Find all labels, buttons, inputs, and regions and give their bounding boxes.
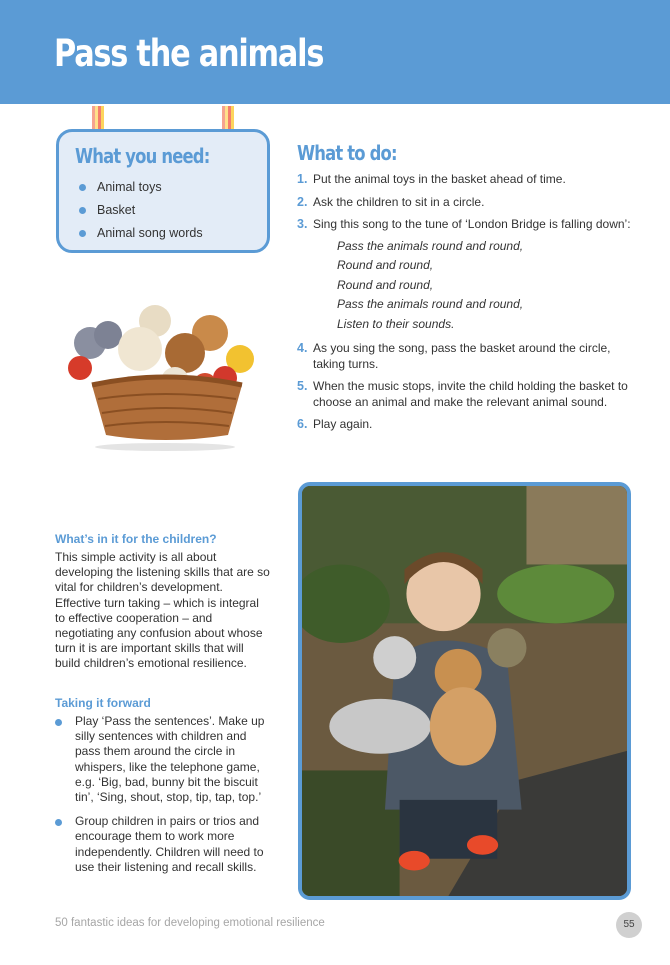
footer-book-title: 50 fantastic ideas for developing emotional resilience	[55, 917, 325, 929]
list-item	[55, 814, 275, 875]
list-item	[79, 199, 203, 222]
step-text: When the music stops, invite the child holding the basket to choose an animal and make the relevant animal sound.	[313, 379, 628, 409]
what-you-need-title: What you need:	[75, 144, 210, 168]
song-lyrics	[313, 237, 632, 335]
child-with-toys-photo	[298, 482, 631, 900]
basket-of-toys-image	[60, 293, 270, 451]
step-item	[297, 195, 632, 211]
step-number: 4.	[297, 341, 308, 355]
step-item	[297, 341, 632, 372]
step-number: 2.	[297, 194, 308, 209]
song-line: Round and round,	[337, 277, 434, 292]
list-item-text: Play ‘Pass the sentences’. Make up silly sentences with children and pass them around the circle in whispers, like the telephone game, e.g. ‘Big, bad, bunny bit the biscuit tin’, ‘Sing, shout, stop, tip, tap, top.’	[75, 714, 265, 805]
bullet-icon	[55, 819, 62, 826]
steps-list	[297, 172, 632, 440]
list-item	[79, 176, 203, 199]
step-item	[297, 379, 632, 410]
what-you-need-box	[56, 129, 270, 253]
list-item	[79, 222, 203, 245]
taking-it-forward-list	[55, 714, 275, 884]
song-line: Pass the animals round and round,	[337, 238, 524, 253]
hanging-tab-right	[222, 106, 234, 130]
step-text: Put the animal toys in the basket ahead of time.	[313, 172, 566, 186]
list-item-text: Group children in pairs or trios and encourage them to work more independently. Children will need to use their listening and recall skills.	[75, 814, 264, 874]
step-number: 3.	[297, 217, 308, 231]
step-text: Ask the children to sit in a circle.	[313, 194, 485, 209]
taking-it-forward-heading: Taking it forward	[55, 696, 151, 710]
bullet-icon	[55, 719, 62, 726]
benefits-text: This simple activity is all about developing the listening skills that are so vital for children’s development. Effective turn taking – which is integral to effective cooperation – and negotiating any confusion about whose turn it is are important skills that will build children’s emotional resilience.	[55, 550, 270, 671]
step-item	[297, 172, 632, 188]
step-item	[297, 417, 632, 433]
list-item-text: Basket	[97, 203, 136, 217]
list-item-text: Animal toys	[97, 180, 162, 194]
list-item-text: Animal song words	[97, 226, 203, 240]
list-item	[55, 714, 275, 805]
step-text: As you sing the song, pass the basket around the circle, taking turns.	[313, 341, 611, 371]
step-item	[297, 217, 632, 334]
step-number: 1.	[297, 172, 308, 186]
bullet-icon	[79, 230, 86, 237]
benefits-heading: What’s in it for the children?	[55, 532, 217, 546]
step-number: 6.	[297, 417, 308, 431]
step-text: Sing this song to the tune of ‘London Bridge is falling down’:	[313, 217, 631, 231]
song-line: Pass the animals round and round,	[337, 297, 524, 311]
hanging-tab-left	[92, 106, 104, 130]
what-you-need-list	[79, 176, 203, 245]
step-text: Play again.	[313, 417, 373, 431]
bullet-icon	[79, 207, 86, 214]
bullet-icon	[79, 184, 86, 191]
song-line: Listen to their sounds.	[337, 316, 455, 331]
what-to-do-title: What to do:	[297, 141, 397, 165]
page-number: 55	[616, 912, 642, 938]
song-line: Round and round,	[337, 258, 434, 272]
page-header	[0, 0, 670, 104]
step-number: 5.	[297, 379, 308, 393]
page-title: Pass the animals	[54, 32, 324, 75]
